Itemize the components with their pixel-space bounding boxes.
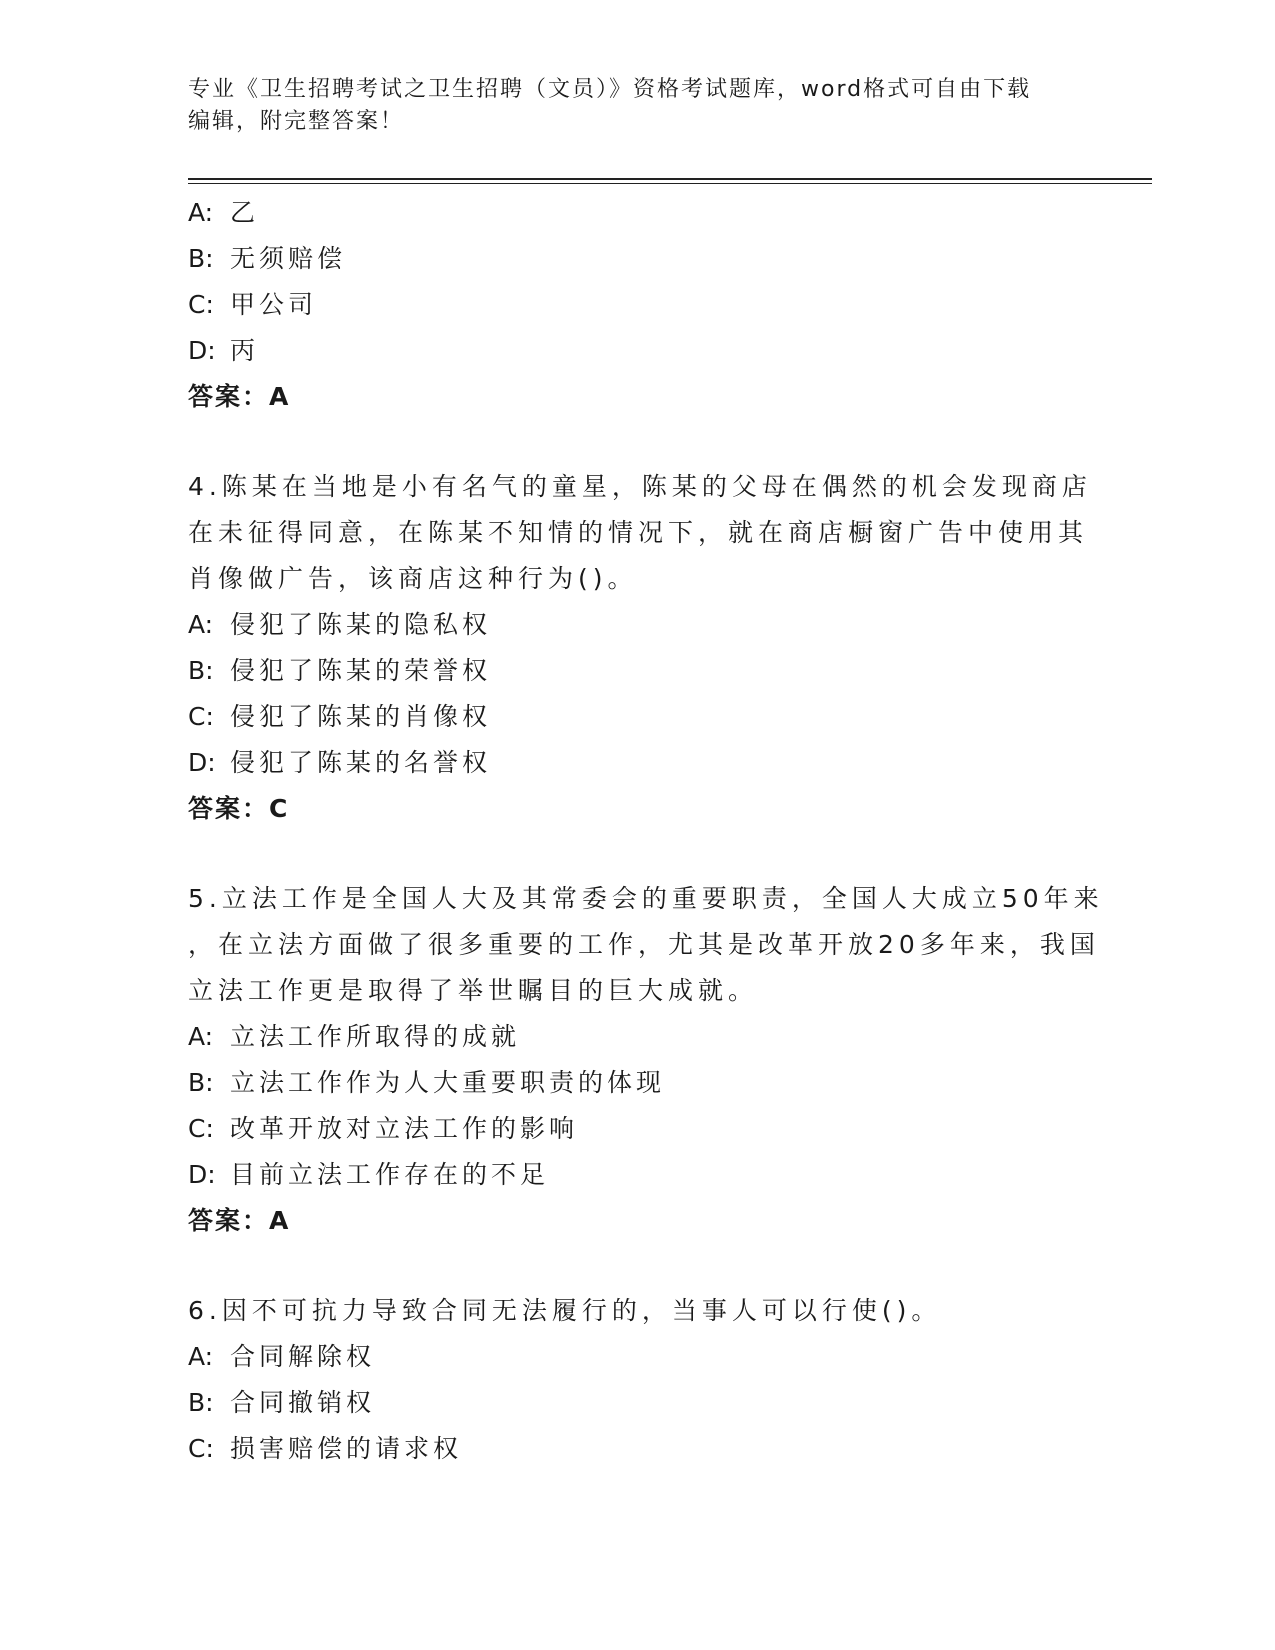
option-text: 立法工作所取得的成就 — [230, 1022, 521, 1051]
option-letter: B: — [188, 244, 214, 273]
option-letter: C: — [188, 702, 214, 731]
option-a — [188, 190, 1088, 236]
option-text: 乙 — [230, 198, 260, 227]
spacer — [188, 1244, 1088, 1288]
question-stem-line: 6.因不可抗力导致合同无法履行的，当事人可以行使()。 — [188, 1296, 942, 1325]
question-stem-line: 立法工作更是取得了举世瞩目的巨大成就。 — [188, 976, 759, 1005]
option-text: 目前立法工作存在的不足 — [230, 1160, 550, 1189]
spacer — [188, 420, 1088, 464]
option-b — [188, 648, 1088, 694]
answer-line: 答案：A — [188, 382, 291, 411]
answer-line: 答案：A — [188, 1206, 291, 1235]
option-letter: C: — [188, 1434, 214, 1463]
question-stem-line: ，在立法方面做了很多重要的工作，尤其是改革开放20多年来，我国 — [188, 930, 1100, 959]
option-letter: A: — [188, 1022, 214, 1051]
header-divider-thick — [188, 178, 1152, 180]
option-letter: B: — [188, 656, 214, 685]
option-letter: D: — [188, 748, 216, 777]
option-letter: C: — [188, 290, 214, 319]
option-letter: D: — [188, 1160, 216, 1189]
option-d — [188, 740, 1088, 786]
option-c — [188, 694, 1088, 740]
option-letter: A: — [188, 1342, 214, 1371]
question-stem-line: 5.立法工作是全国人大及其常委会的重要职责，全国人大成立50年来 — [188, 884, 1104, 913]
option-text: 侵犯了陈某的名誉权 — [230, 748, 492, 777]
question-3 — [188, 190, 1088, 420]
option-text: 无须赔偿 — [230, 244, 347, 273]
option-letter: C: — [188, 1114, 214, 1143]
option-a — [188, 1334, 1088, 1380]
option-text: 合同撤销权 — [230, 1388, 376, 1417]
question-stem-line: 肖像做广告，该商店这种行为()。 — [188, 564, 638, 593]
answer-line: 答案：C — [188, 794, 290, 823]
option-d — [188, 1152, 1088, 1198]
option-text: 侵犯了陈某的隐私权 — [230, 610, 492, 639]
option-letter: B: — [188, 1068, 214, 1097]
question-list — [188, 190, 1104, 1472]
option-letter: A: — [188, 610, 214, 639]
option-letter: A: — [188, 198, 214, 227]
option-d — [188, 328, 1088, 374]
option-text: 改革开放对立法工作的影响 — [230, 1114, 579, 1143]
question-4 — [188, 464, 1092, 832]
option-b — [188, 1380, 1088, 1426]
question-6 — [188, 1288, 1088, 1472]
header-line-1: 专业《卫生招聘考试之卫生招聘（文员）》资格考试题库，word格式可自由下载 — [188, 77, 1032, 102]
option-letter: B: — [188, 1388, 214, 1417]
option-text: 侵犯了陈某的肖像权 — [230, 702, 492, 731]
option-text: 损害赔偿的请求权 — [230, 1434, 463, 1463]
option-a — [188, 1014, 1088, 1060]
header-divider-thin — [188, 183, 1152, 184]
spacer — [188, 832, 1088, 876]
question-5 — [188, 876, 1104, 1244]
option-b — [188, 236, 1088, 282]
option-c — [188, 1106, 1088, 1152]
option-text: 立法工作作为人大重要职责的体现 — [230, 1068, 666, 1097]
page-header — [188, 74, 1088, 138]
option-text: 侵犯了陈某的荣誉权 — [230, 656, 492, 685]
option-c — [188, 1426, 1088, 1472]
option-letter: D: — [188, 336, 216, 365]
option-c — [188, 282, 1088, 328]
question-stem-line: 在未征得同意，在陈某不知情的情况下，就在商店橱窗广告中使用其 — [188, 518, 1089, 547]
option-text: 合同解除权 — [230, 1342, 376, 1371]
option-b — [188, 1060, 1088, 1106]
header-line-2: 编辑，附完整答案！ — [188, 109, 405, 134]
question-stem-line: 4.陈某在当地是小有名气的童星，陈某的父母在偶然的机会发现商店 — [188, 472, 1092, 501]
option-text: 甲公司 — [230, 290, 318, 319]
option-a — [188, 602, 1088, 648]
option-text: 丙 — [230, 336, 260, 365]
